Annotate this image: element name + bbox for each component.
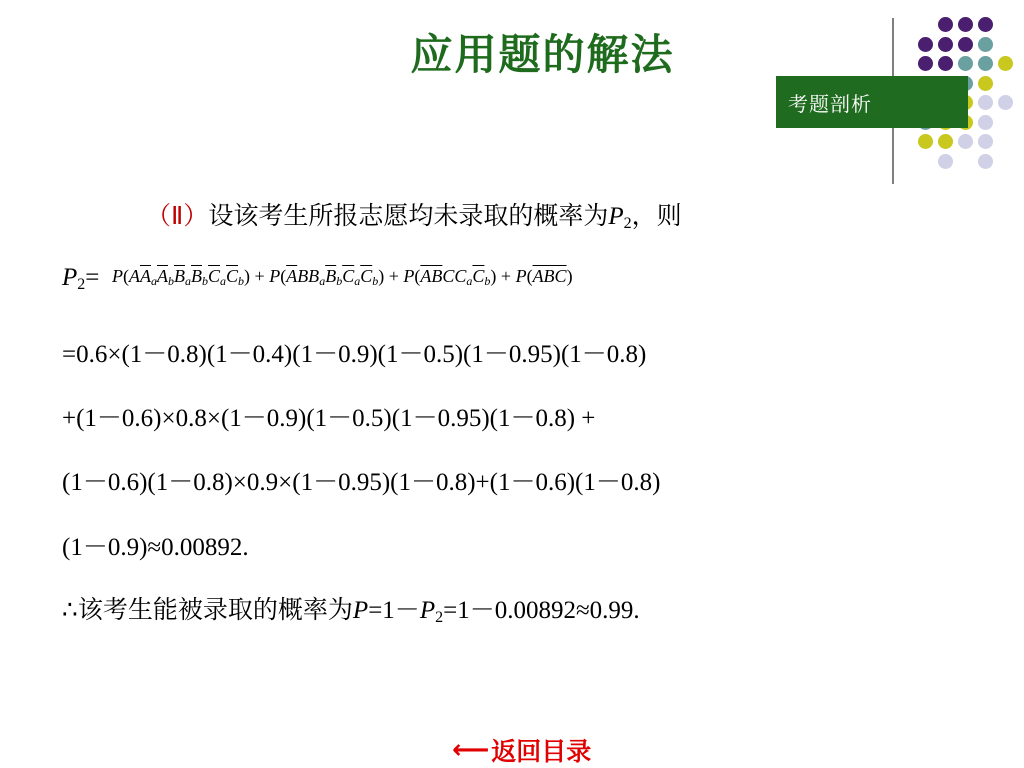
solution-line-1 <box>146 196 682 232</box>
decorative-dot <box>938 37 953 52</box>
conclusion-text: ∴该考生能被录取的概率为 <box>62 595 353 624</box>
decorative-dot <box>918 134 933 149</box>
part-label: （Ⅱ） <box>146 201 209 230</box>
decorative-dot <box>978 95 993 110</box>
decorative-dot <box>938 154 953 169</box>
section-badge: 考题剖析 <box>776 76 968 128</box>
variable-p: P <box>352 597 369 624</box>
decorative-dot <box>998 95 1013 110</box>
page-title: 应用题的解法 <box>410 30 675 79</box>
variable-p: P <box>608 203 624 230</box>
decorative-dot <box>978 115 993 130</box>
solution-line-5: (1－0.6)(1－0.8)×0.9×(1－0.95)(1－0.8)+(1－0.6)(1－0.8) <box>62 469 661 496</box>
conclusion-result: =1－0.00892≈0.99. <box>443 597 640 624</box>
decorative-dot <box>938 17 953 32</box>
solution-line-2 <box>62 264 99 292</box>
problem-statement: 设该考生所报志愿均未录取的概率为 <box>208 201 609 230</box>
decorative-dot <box>958 17 973 32</box>
subscript: 2 <box>77 276 86 293</box>
solution-line-4: +(1－0.6)×0.8×(1－0.9)(1－0.5)(1－0.95)(1－0.8) + <box>62 405 596 432</box>
decorative-dot <box>978 17 993 32</box>
decorative-dot <box>918 56 933 71</box>
back-to-contents-link[interactable] <box>452 732 591 768</box>
decorative-dot <box>978 134 993 149</box>
decorative-dot <box>958 37 973 52</box>
subscript: 2 <box>435 609 444 626</box>
variable-p2: P <box>62 264 78 291</box>
subscript: 2 <box>623 215 632 232</box>
decorative-dot <box>958 134 973 149</box>
back-label: 返回目录 <box>491 737 592 766</box>
decorative-dot <box>918 37 933 52</box>
decorative-dot <box>998 56 1013 71</box>
conclusion-mid: =1－ <box>368 597 420 624</box>
decorative-dot <box>978 154 993 169</box>
then-text: ，则 <box>631 201 682 230</box>
decorative-dot <box>938 134 953 149</box>
decorative-dot <box>978 37 993 52</box>
solution-line-7 <box>62 590 640 626</box>
solution-line-6: (1－0.9)≈0.00892. <box>62 534 249 561</box>
decorative-dot <box>938 56 953 71</box>
solution-line-3: =0.6×(1－0.8)(1－0.4)(1－0.9)(1－0.5)(1－0.95)(1－0.8) <box>62 341 647 368</box>
decorative-dot <box>958 56 973 71</box>
variable-p2: P <box>419 597 436 624</box>
decorative-dot <box>978 76 993 91</box>
decorative-dot <box>978 56 993 71</box>
left-arrow-icon: ⟵ <box>452 735 490 765</box>
probability-formula: $P(A\overline{A}_a\overline{A}_b\overline{B}_a\overline{B}_b\overline{C}_a\overline{C}_b) + P(\overline{A}BB_a\overline{B}_b\overline{C}_a\overline{C}_b) + P(\overline{AB}CC_a\overline{C}_b) + P(\overline{ABC})$ <box>112 266 573 288</box>
equals-sign: = <box>85 264 100 291</box>
